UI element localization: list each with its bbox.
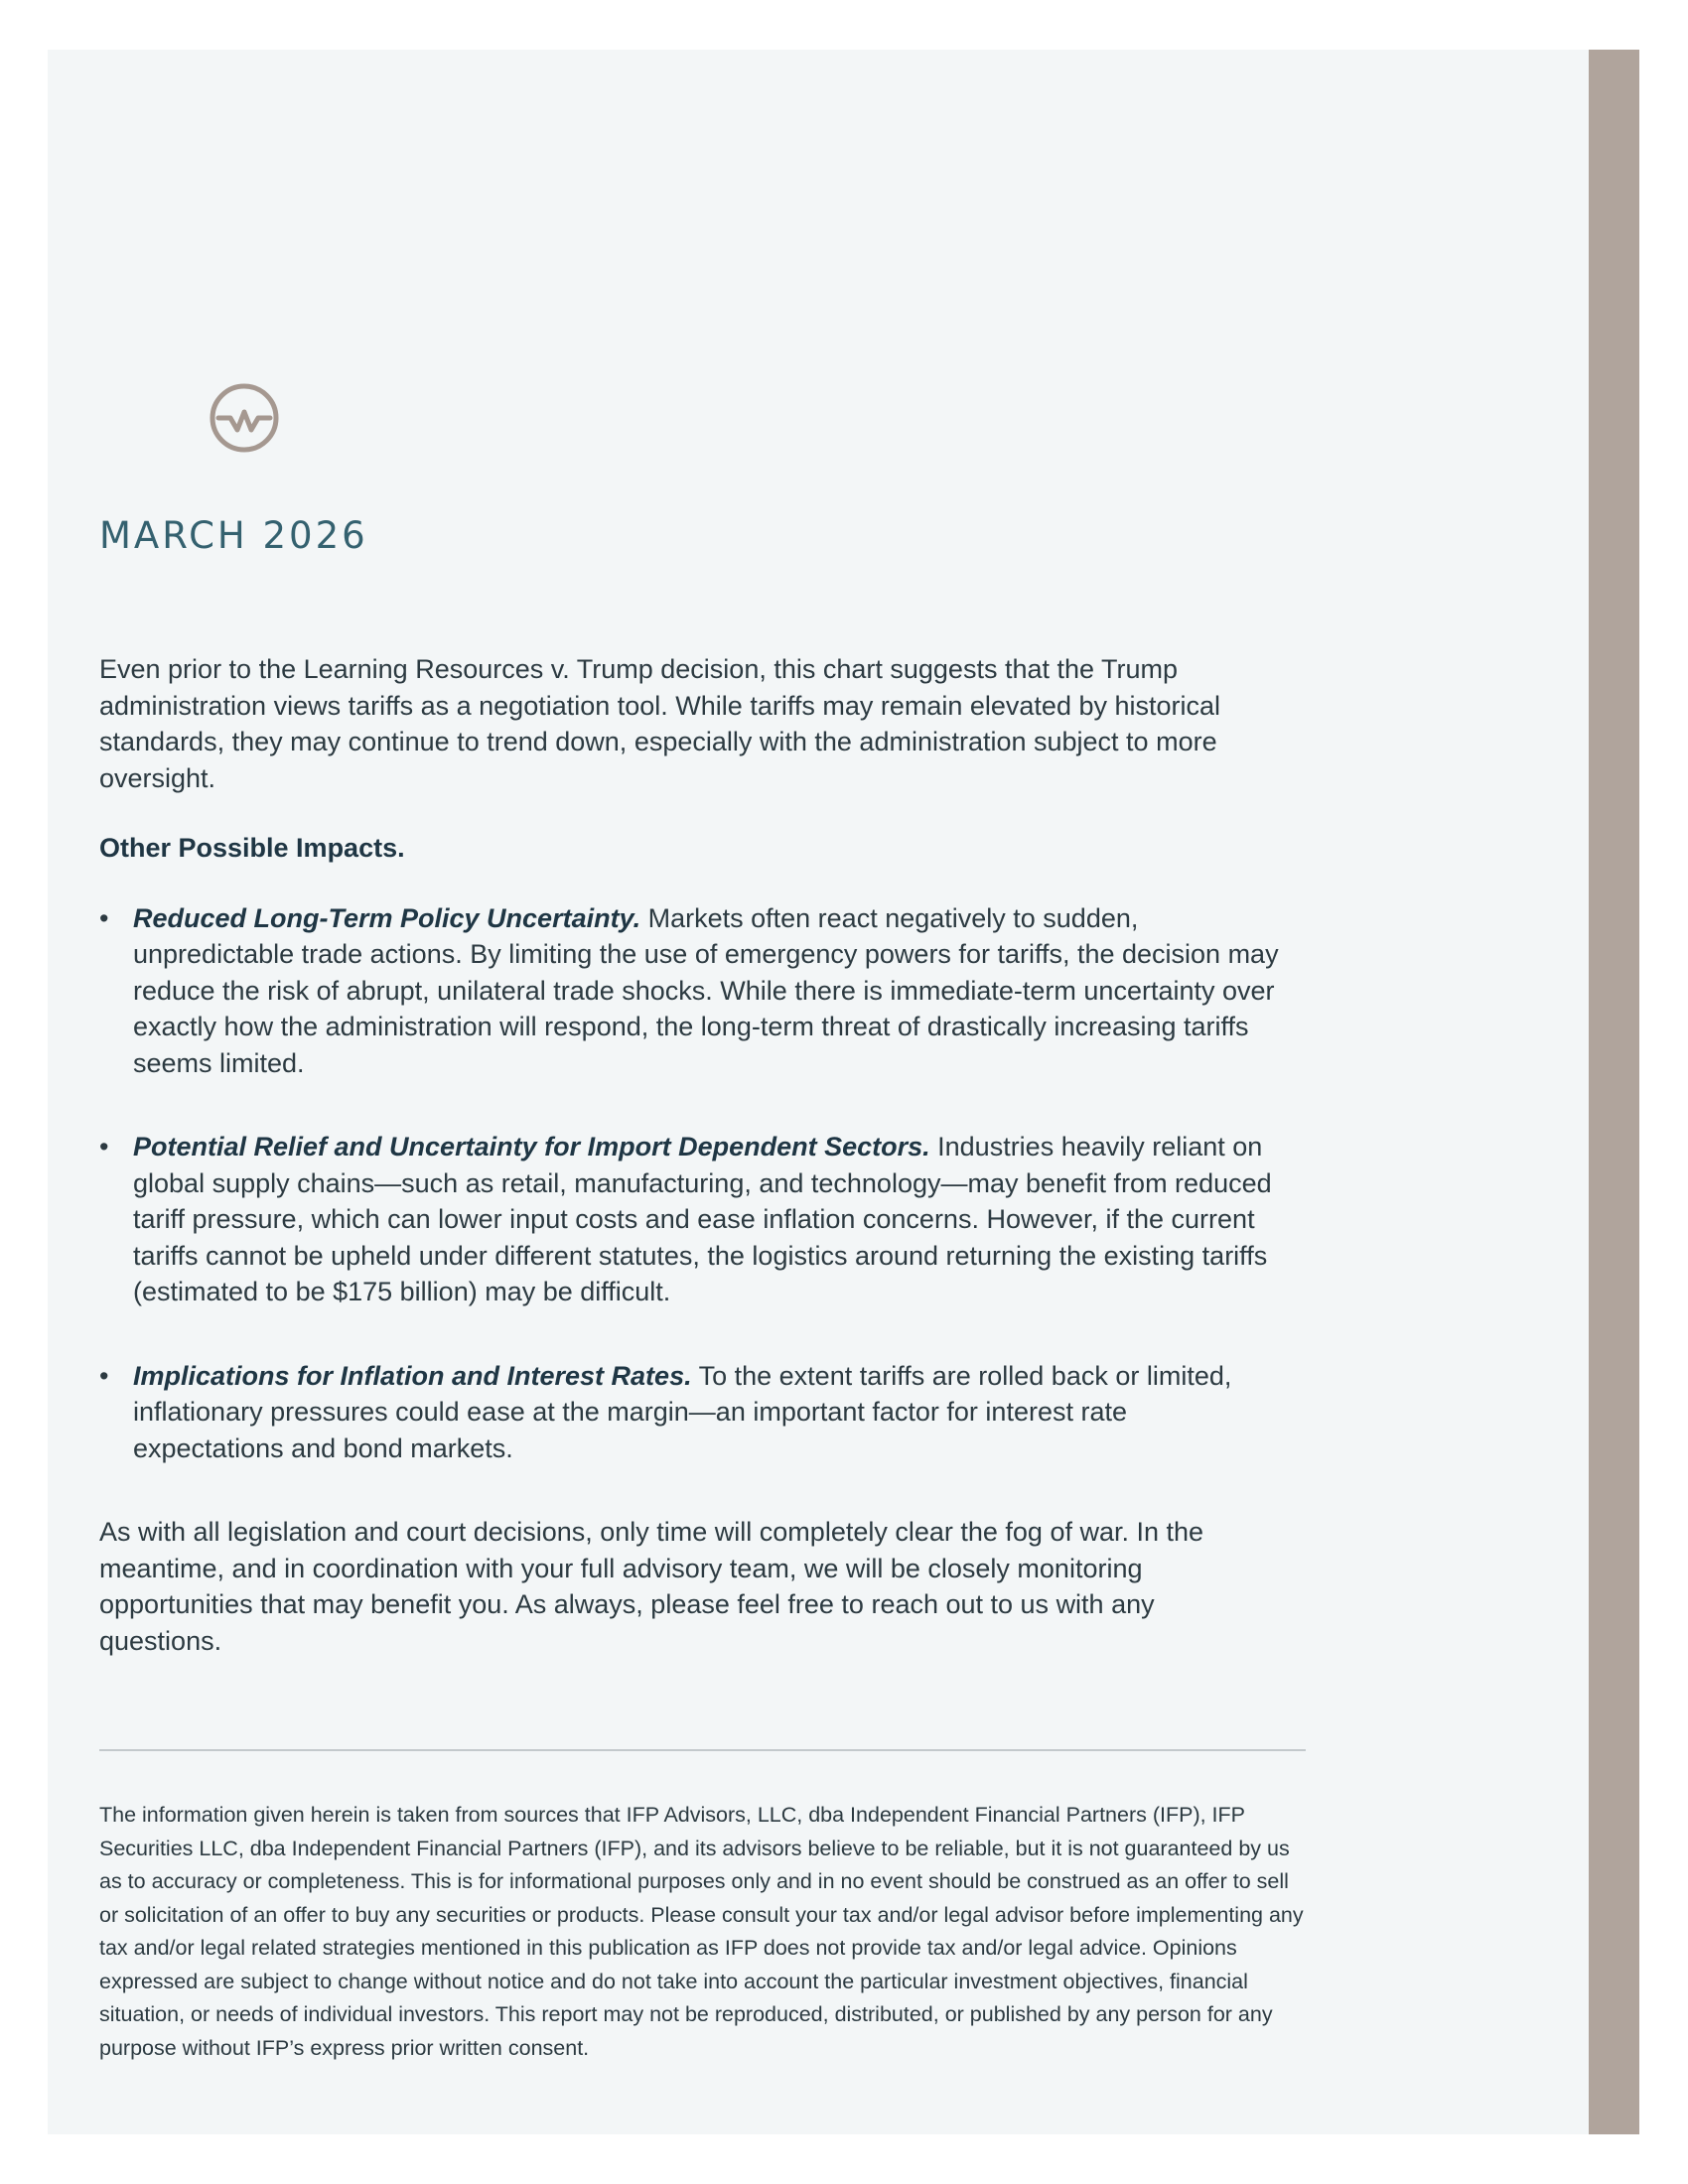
impact-text: Markets often react negatively to sudden, unpredictable trade actions. By limiting the use of emergency powers for tariffs, the decision may reduce the risk of abrupt, unilateral trade shocks. While there is immediate-term uncertainty over exactly how the administration will respond, the long-term threat of drastically increasing tariffs seems limited. [133,902,1279,1078]
circle-w-logo-icon [209,382,280,454]
intro-paragraph: Even prior to the Learning Resources v. Trump decision, this chart suggests that the Trump administration views tariffs as a negotiation tool. While tariffs may remain elevated by historical standards, they may continue to trend down, especially with the administration subject to more oversight. [99,654,1221,793]
page-date-heading: MARCH 2026 [99,514,368,557]
footer-divider [99,1749,1306,1751]
impact-title: Reduced Long-Term Policy Uncertainty. [133,902,641,933]
section-heading: Other Possible Impacts. [99,833,405,863]
bullet-icon: • [99,1360,109,1391]
list-item [99,1358,1285,1467]
impact-text: To the extent tariffs are rolled back or limited, inflationary pressures could ease at the margin—an important factor for interest rate expectations and bond markets. [133,1360,1232,1463]
bullet-icon: • [99,1132,109,1161]
closing-paragraph: As with all legislation and court decisions, only time will completely clear the fog of war. In the meantime, and in coordination with your full advisory team, we will be closely monitoring opportunities that may benefit you. As always, please feel free to reach out to us with any questions. [99,1517,1204,1656]
list-item [99,1129,1285,1310]
legal-disclaimer: The information given herein is taken from sources that IFP Advisors, LLC, dba Independent Financial Partners (IFP), IFP Securities LLC, dba Independent Financial Partners (IFP), and its advisors believe to be reliable, but it is not guaranteed by us as to accuracy or completeness. This is for informational purposes only and in no event should be construed as an offer to sell or solicitation of an offer to buy any securities or products. Please consult your tax and/or legal advisor before implementing any tax and/or legal related strategies mentioned in this publication as IFP does not provide tax and/or legal advice. Opinions expressed are subject to change without notice and do not take into account the particular investment objectives, financial situation, or needs of individual investors. This report may not be reproduced, distributed, or published by any person for any purpose without IFP’s express prior written consent. [99,1803,1304,2060]
bullet-icon: • [99,902,109,933]
impact-text: Industries heavily reliant on global supply chains—such as retail, manufacturing, and technology—may benefit from reduced tariff pressure, which can lower input costs and ease inflation concerns. However, if the current tariffs cannot be upheld under different statutes, the logistics around returning the existing tariffs (estimated to be $175 billion) may be difficult. [133,1132,1272,1306]
list-item [99,900,1285,1082]
article-body [99,651,1321,1659]
decorative-side-bar [1589,50,1639,2134]
impacts-list [99,900,1321,1467]
impact-title: Implications for Inflation and Interest Rates. [133,1360,692,1391]
impact-title: Potential Relief and Uncertainty for Import Dependent Sectors. [133,1132,930,1161]
